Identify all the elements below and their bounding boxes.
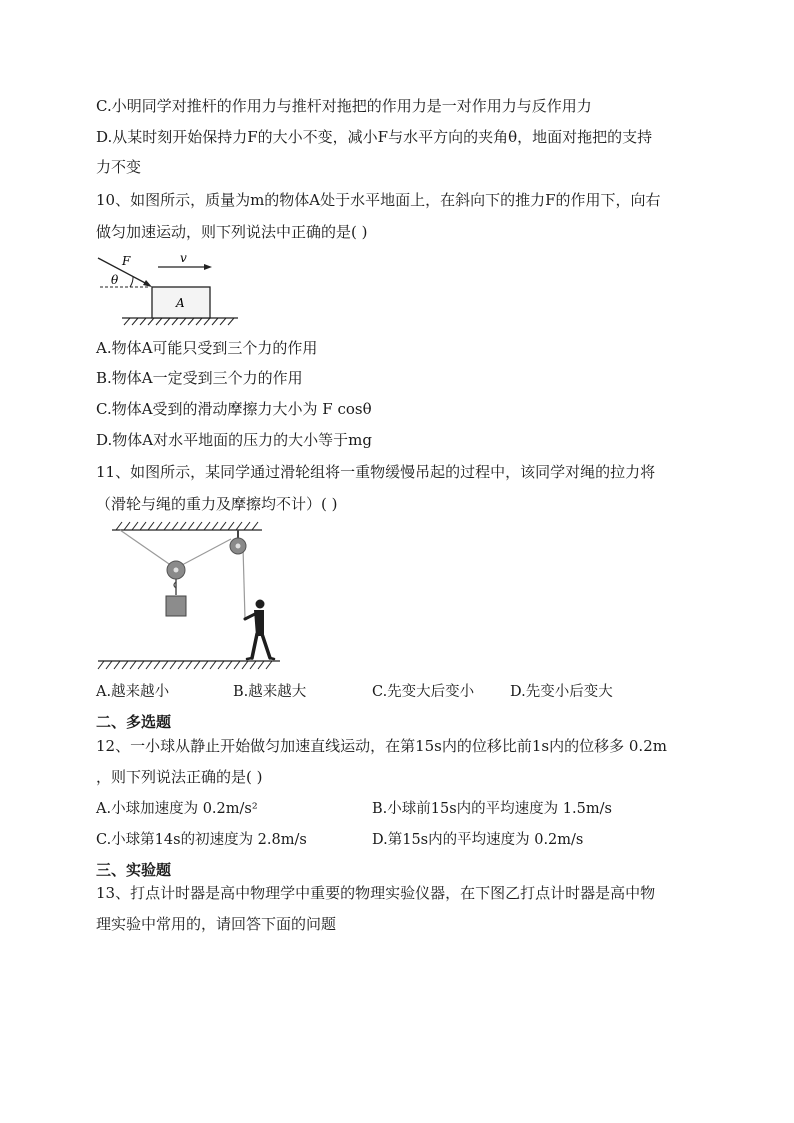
- movable-pulley-axle: [174, 568, 179, 573]
- q11-stem-line1: 11、如图所示，某同学通过滑轮组将一重物缓慢吊起的过程中，该同学对绳的拉力将: [96, 463, 656, 481]
- section-2-title: 二、多选题: [96, 713, 172, 731]
- q9-option-d-line1: D.从某时刻开始保持力F的大小不变，减小F与水平方向的夹角θ，地面对拖把的支持: [96, 128, 653, 146]
- q12-option-d: D.第15s内的平均速度为 0.2m/s: [372, 832, 584, 848]
- q13-stem-line2: 理实验中常用的，请回答下面的问题: [96, 915, 337, 933]
- angle-arc: [130, 276, 133, 287]
- q10-option-d: D.物体A对水平地面的压力的大小等于mg: [96, 431, 372, 449]
- q11-option-b: B.越来越大: [233, 684, 307, 700]
- q12-option-a: A.小球加速度为 0.2m/s²: [96, 801, 258, 817]
- angle-label: θ: [111, 273, 119, 287]
- q11-figure-pulley-system: [94, 518, 294, 676]
- ceiling-hatching: [116, 522, 258, 530]
- rope-left: [120, 530, 172, 566]
- q10-option-c: C.物体A受到的滑动摩擦力大小为 F cosθ: [96, 400, 372, 418]
- q9-option-d-line2: 力不变: [96, 158, 142, 176]
- q12-option-b: B.小球前15s内的平均速度为 1.5m/s: [372, 801, 612, 817]
- section-3-title: 三、实验题: [96, 861, 172, 879]
- q12-stem-line1: 12、一小球从静止开始做匀加速直线运动，在第15s内的位移比前1s内的位移多 0.2m: [96, 737, 667, 755]
- force-arrow-head: [143, 280, 152, 287]
- q11-option-d: D.先变小后变大: [510, 684, 613, 700]
- q10-option-b: B.物体A一定受到三个力的作用: [96, 369, 303, 387]
- q10-stem-line1: 10、如图所示，质量为m的物体A处于水平地面上，在斜向下的推力F的作用下，向右: [96, 191, 661, 209]
- q11-option-c: C.先变大后变小: [372, 684, 475, 700]
- q11-stem-line2: （滑轮与绳的重力及摩擦均不计）( ): [96, 495, 338, 513]
- q12-stem-line2: ，则下列说法正确的是( ): [96, 768, 263, 786]
- q10-option-a: A.物体A可能只受到三个力的作用: [96, 339, 318, 357]
- ground-hatching: [124, 318, 234, 325]
- q11-option-a: A.越来越小: [96, 684, 170, 700]
- q10-figure-block-diagram: [90, 250, 250, 328]
- q9-option-c: C.小明同学对推杆的作用力与推杆对拖把的作用力是一对作用力与反作用力: [96, 97, 592, 115]
- block-a-label: A: [176, 296, 185, 310]
- fixed-pulley-axle: [236, 544, 241, 549]
- velocity-label: v: [180, 251, 187, 265]
- velocity-arrow-head: [204, 264, 212, 270]
- q10-stem-line2: 做匀加速运动，则下列说法中正确的是( ): [96, 223, 368, 241]
- rope-middle: [182, 539, 231, 565]
- person-silhouette: [245, 600, 274, 660]
- force-label: F: [122, 254, 131, 268]
- q12-option-c: C.小球第14s的初速度为 2.8m/s: [96, 832, 307, 848]
- q13-stem-line1: 13、打点计时器是高中物理学中重要的物理实验仪器，在下图乙打点计时器是高中物: [96, 884, 656, 902]
- hanging-weight: [166, 596, 186, 616]
- floor-hatching: [98, 661, 272, 669]
- rope-to-person: [243, 547, 245, 619]
